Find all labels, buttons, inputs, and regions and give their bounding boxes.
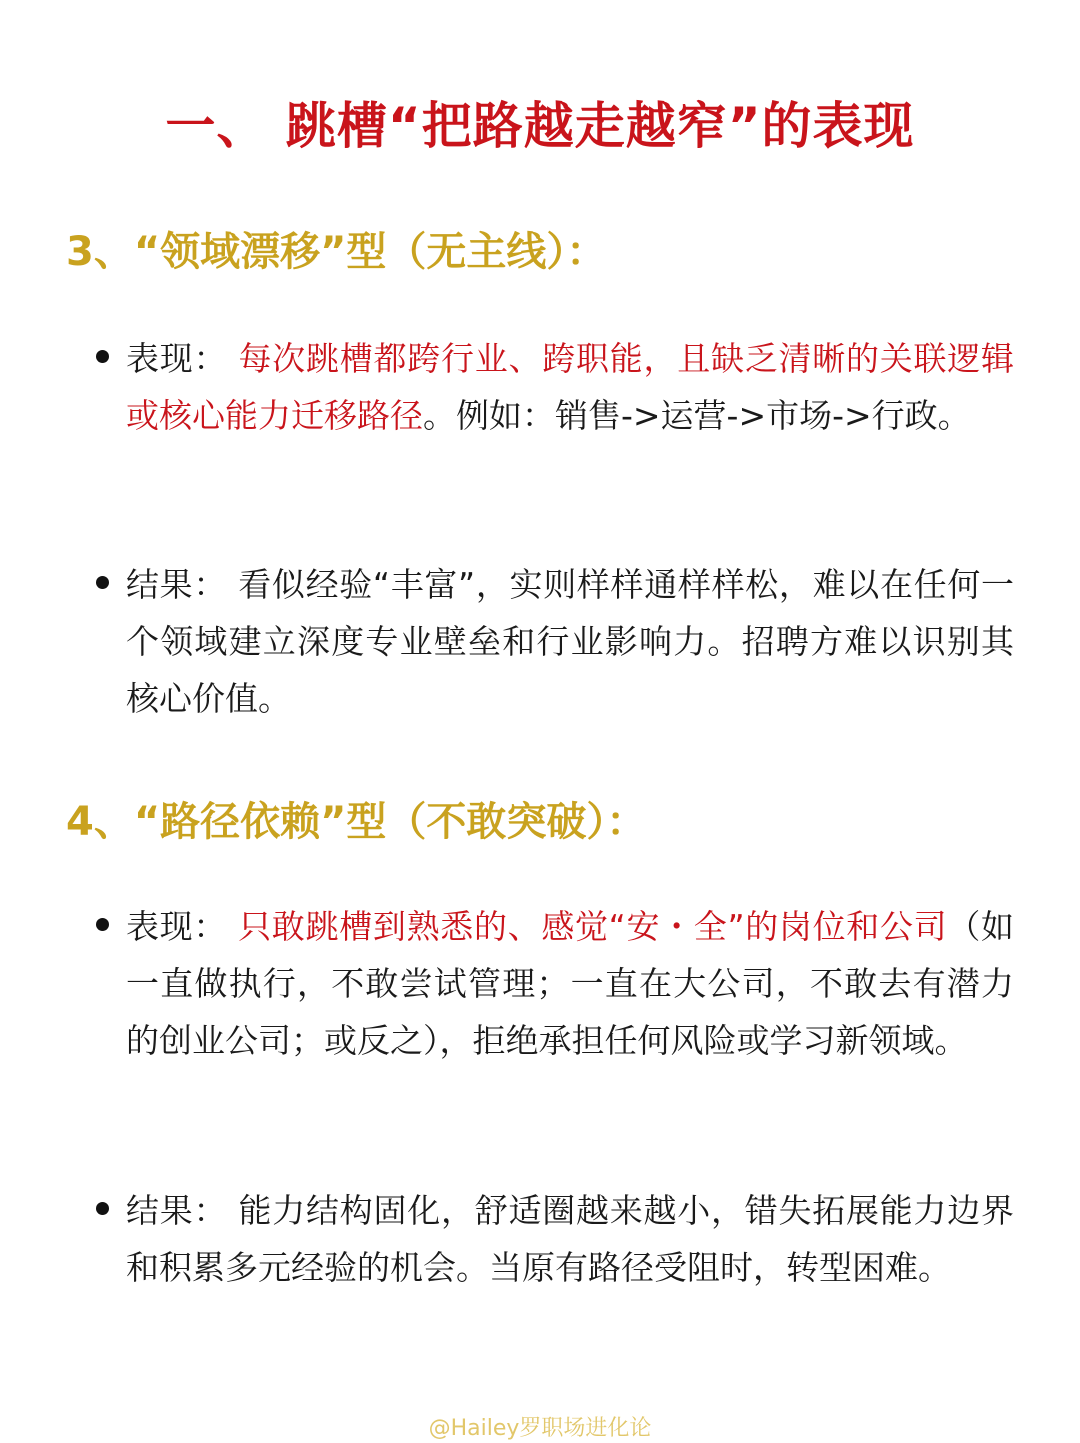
bullet-dot-icon [96, 576, 109, 589]
page-title: 一、 跳槽“把路越走越窄”的表现 [165, 97, 915, 155]
body-text: 看似经验“丰富”，实则样样通样样松，难以在任何一个领域建立深度专业壁垒和行业影响力。招聘方难以识别其核心价值。 [126, 565, 1014, 718]
body-text: 能力结构固化，舒适圈越来越小，错失拓展能力边界和积累多元经验的机会。当原有路径受阻时，转型困难。 [126, 1191, 1014, 1287]
bullet-label: 结果： [126, 565, 228, 604]
bullet-label: 表现： [126, 907, 228, 946]
bullet-item-4-result [96, 1182, 1016, 1296]
section-heading-3: 3、“领域漂移”型（无主线）： [66, 229, 607, 275]
bullet-dot-icon [96, 918, 109, 931]
bullet-label: 表现： [126, 339, 228, 378]
bullet-text [126, 898, 1014, 1069]
watermark: @Hailey罗职场进化论 [428, 1416, 652, 1441]
body-text: 。例如：销售->运营->市场->行政。 [423, 396, 971, 435]
bullet-label: 结果： [126, 1191, 228, 1230]
section-heading-4: 4、“路径依赖”型（不敢突破）： [66, 799, 647, 845]
bullet-text [126, 556, 1014, 727]
highlight-text: 只敢跳槽到熟悉的、感觉“安・全”的岗位和公司 [238, 907, 948, 946]
bullet-item-4-performance [96, 898, 1016, 1069]
bullet-dot-icon [96, 350, 109, 363]
highlight-text: 每次跳槽都跨行业、跨职能，且缺乏清晰的关联逻辑或核心能力迁移路径 [126, 339, 1014, 435]
body-text: （如一直做执行，不敢尝试管理；一直在大公司，不敢去有潜力的创业公司；或反之），拒绝承担任何风险或学习新领域。 [126, 907, 1015, 1060]
bullet-text [126, 1182, 1014, 1296]
bullet-item-3-result [96, 556, 1016, 727]
bullet-item-3-performance [96, 330, 1016, 444]
bullet-text [126, 330, 1014, 444]
bullet-dot-icon [96, 1202, 109, 1215]
